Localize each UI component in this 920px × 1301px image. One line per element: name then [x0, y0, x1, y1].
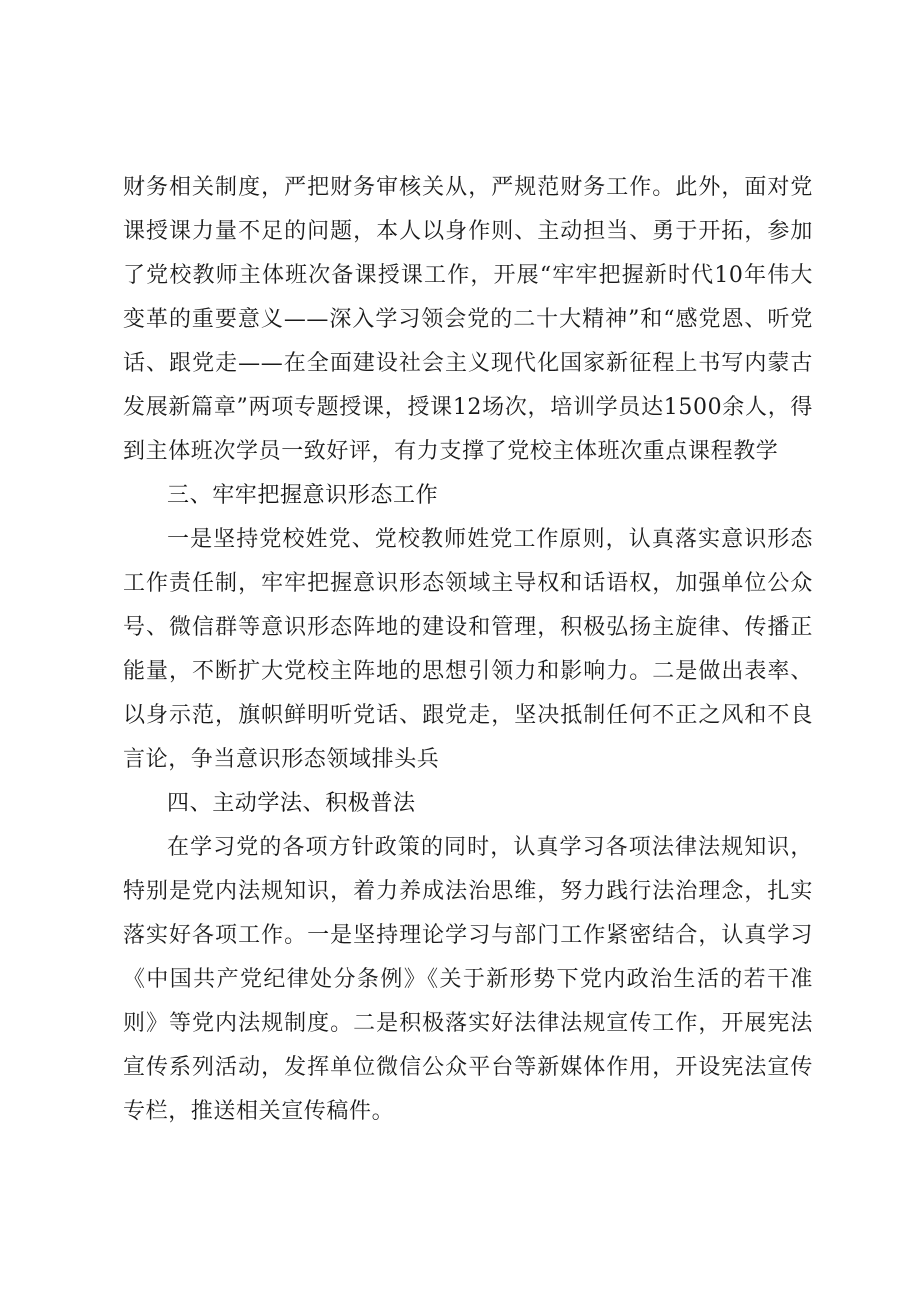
section-3-heading: 三、牢牢把握意识形态工作: [167, 483, 439, 508]
section-4-paragraph: 在学习党的各项方针政策的同时，认真学习各项法律法规知识，特别是党内法规知识，着力养成法治思维，努力践行法治理念，扎实落实好各项工作。一是坚持理论学习与部门工作紧密结合，认真学习《中国共产党纪律处分条例》《关于新形势下党内政治生活的若干准则》等党内法规制度。二是积极落实好法律法规宣传工作，开展宪法宣传系列活动，发挥单位微信公众平台等新媒体作用，开设宪法宣传专栏，推送相关宣传稿件。: [123, 835, 813, 1124]
section-3-paragraph: 一是坚持党校姓党、党校教师姓党工作原则，认真落实意识形态工作责任制，牢牢把握意识形态领域主导权和话语权，加强单位公众号、微信群等意识形态阵地的建设和管理，积极弘扬主旋律、传播正能量，不断扩大党校主阵地的思想引领力和影响力。二是做出表率、以身示范，旗帜鲜明听党话、跟党走，坚决抵制任何不正之风和不良言论，争当意识形态领域排头兵: [123, 527, 813, 772]
continuation-paragraph: 财务相关制度，严把财务审核关从，严规范财务工作。此外，面对党课授课力量不足的问题，本人以身作则、主动担当、勇于开拓，参加了党校教师主体班次备课授课工作，开展“牢牢把握新时代10年伟大变革的重要意义——深入学习领会党的二十大精神”和“感党恩、听党话、跟党走——在全面建设社会主义现代化国家新征程上书写内蒙古发展新篇章”两项专题授课，授课12场次，培训学员达1500余人，得到主体班次学员一致好评，有力支撑了党校主体班次重点课程教学: [123, 175, 813, 464]
section-4-heading: 四、主动学法、积极普法: [167, 791, 416, 816]
document-body: [123, 166, 813, 1134]
